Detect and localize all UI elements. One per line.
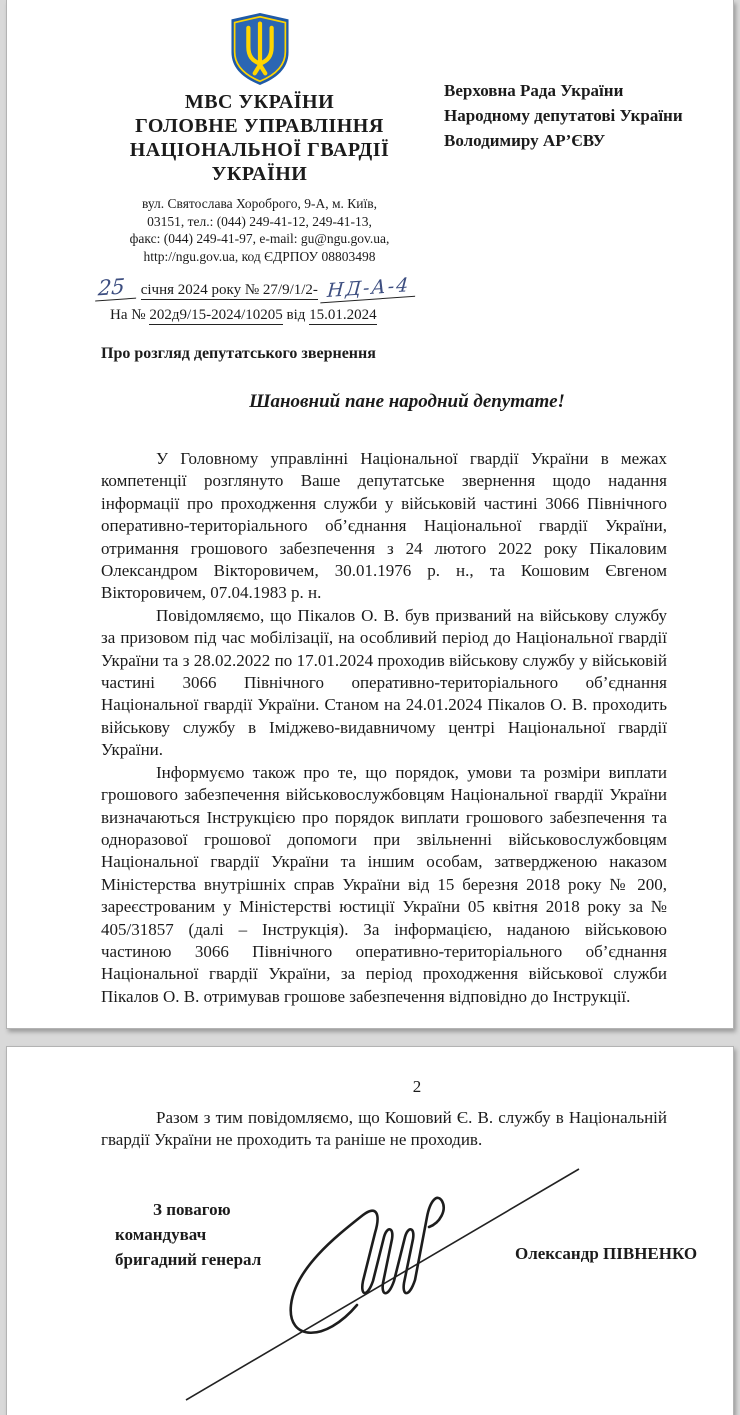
letterhead <box>92 10 427 324</box>
org-line: ГОЛОВНЕ УПРАВЛІННЯ <box>135 115 384 137</box>
signature-scribble <box>291 1198 444 1333</box>
body-paragraph: У Головному управлінні Національної гвардії України в межах компетенції розглянуто Ваше депутатське звернення щодо надання інформації про проходження служби у військовій частині 3066 Північного оперативно-територіального об’єднання Національної гвардії України, отримання грошового забезпечення з 24 лютого 2022 року Пікаловим Олександром Вікторовичем, 30.01.1976 р. н., та Кошовим Євгеном Вікторовичем, 07.04.1983 р. н. <box>101 449 667 603</box>
subject-line: Про розгляд депутатського звернення <box>101 345 376 362</box>
closing-line: бригадний генерал <box>115 1250 262 1269</box>
letter-body-page-1 <box>101 448 667 1008</box>
outgoing-reference-text: січня 2024 року № 27/9/1/2- <box>140 282 318 298</box>
org-line: УКРАЇНИ <box>211 163 308 185</box>
incoming-prefix: На № <box>110 307 146 323</box>
recipient-line: Верховна Рада України <box>444 81 624 100</box>
incoming-date: 15.01.2024 <box>309 307 377 323</box>
handwritten-day: 25 <box>95 273 137 301</box>
letter-body-page-2 <box>101 1107 667 1152</box>
address-line: факс: (044) 249-41-97, e-mail: gu@ngu.gov.ua, <box>129 231 390 246</box>
org-line: МВС УКРАЇНИ <box>184 91 335 113</box>
recipient-line: Народному депутатові України <box>444 106 683 125</box>
outgoing-reference-line <box>92 275 427 300</box>
closing-line: З повагою <box>153 1200 231 1219</box>
incoming-number: 202д9/15-2024/10205 <box>149 307 283 323</box>
closing-line: командувач <box>115 1225 207 1244</box>
org-line: НАЦІОНАЛЬНОЇ ГВАРДІЇ <box>129 139 390 161</box>
letter-page-1 <box>6 0 734 1029</box>
signature <box>157 1155 597 1415</box>
address-line: 03151, тел.: (044) 249-41-12, 249-41-13, <box>147 213 372 229</box>
incoming-reference-line <box>92 307 427 324</box>
body-paragraph: Повідомляємо, що Пікалов О. В. був призваний на військову службу за призовом під час мобілізації, на особливий період до Національної гвардії України та з 28.02.2022 по 17.01.2024 проходив військову службу у військовій частині 3066 Північного оперативно-територіального об’єднання Національної гвардії України. Станом на 24.01.2024 Пікалов О. В. проходить військову службу в Іміджево-видавничому центрі Національної гвардії України. <box>101 605 667 760</box>
letter-page-2 <box>6 1046 734 1415</box>
address-line: вул. Святослава Хороброго, 9-А, м. Київ, <box>141 196 378 211</box>
body-paragraph: Разом з тим повідомляємо, що Кошовий Є. В. службу в Національній гвардії України не проходить та раніше не проходив. <box>101 1108 667 1150</box>
incoming-word: від <box>286 307 306 323</box>
handwritten-ref-suffix: НД-А-4 <box>320 274 417 304</box>
org-address <box>92 195 427 265</box>
recipient-block <box>444 78 683 153</box>
signer-name: Олександр ПІВНЕНКО <box>515 1244 698 1263</box>
ukraine-coat-of-arms-icon <box>227 12 293 86</box>
body-paragraph: Інформуємо також про те, що порядок, умови та розміри виплати грошового забезпечення військовослужбовцям Національної гвардії України визначаються Інструкцією про порядок виплати грошового забезпечення та одноразової грошової допомоги при звільненні військовослужбовцям Національної гвардії України та іншим особам, затвердженою наказом Міністерства внутрішніх справ України від 15 березня 2018 року № 200, зареєстрованим у Міністерстві юстиції України 05 квітня 2018 року за № 405/31857 (далі – Інструкція). За інформацією, наданою військовою частиною 3066 Північного оперативно-територіального об’єднання Національної гвардії України, за період проходження військової служби Пікалов О. В. отримував грошове забезпечення відповідно до Інструкції. <box>101 762 667 1006</box>
address-line: http://ngu.gov.ua, код ЄДРПОУ 08803498 <box>143 248 376 264</box>
recipient-line: Володимиру АР’ЄВУ <box>444 131 606 150</box>
salutation: Шановний пане народний депутате! <box>249 391 565 412</box>
org-name <box>92 90 427 186</box>
page-number: 2 <box>412 1077 422 1096</box>
